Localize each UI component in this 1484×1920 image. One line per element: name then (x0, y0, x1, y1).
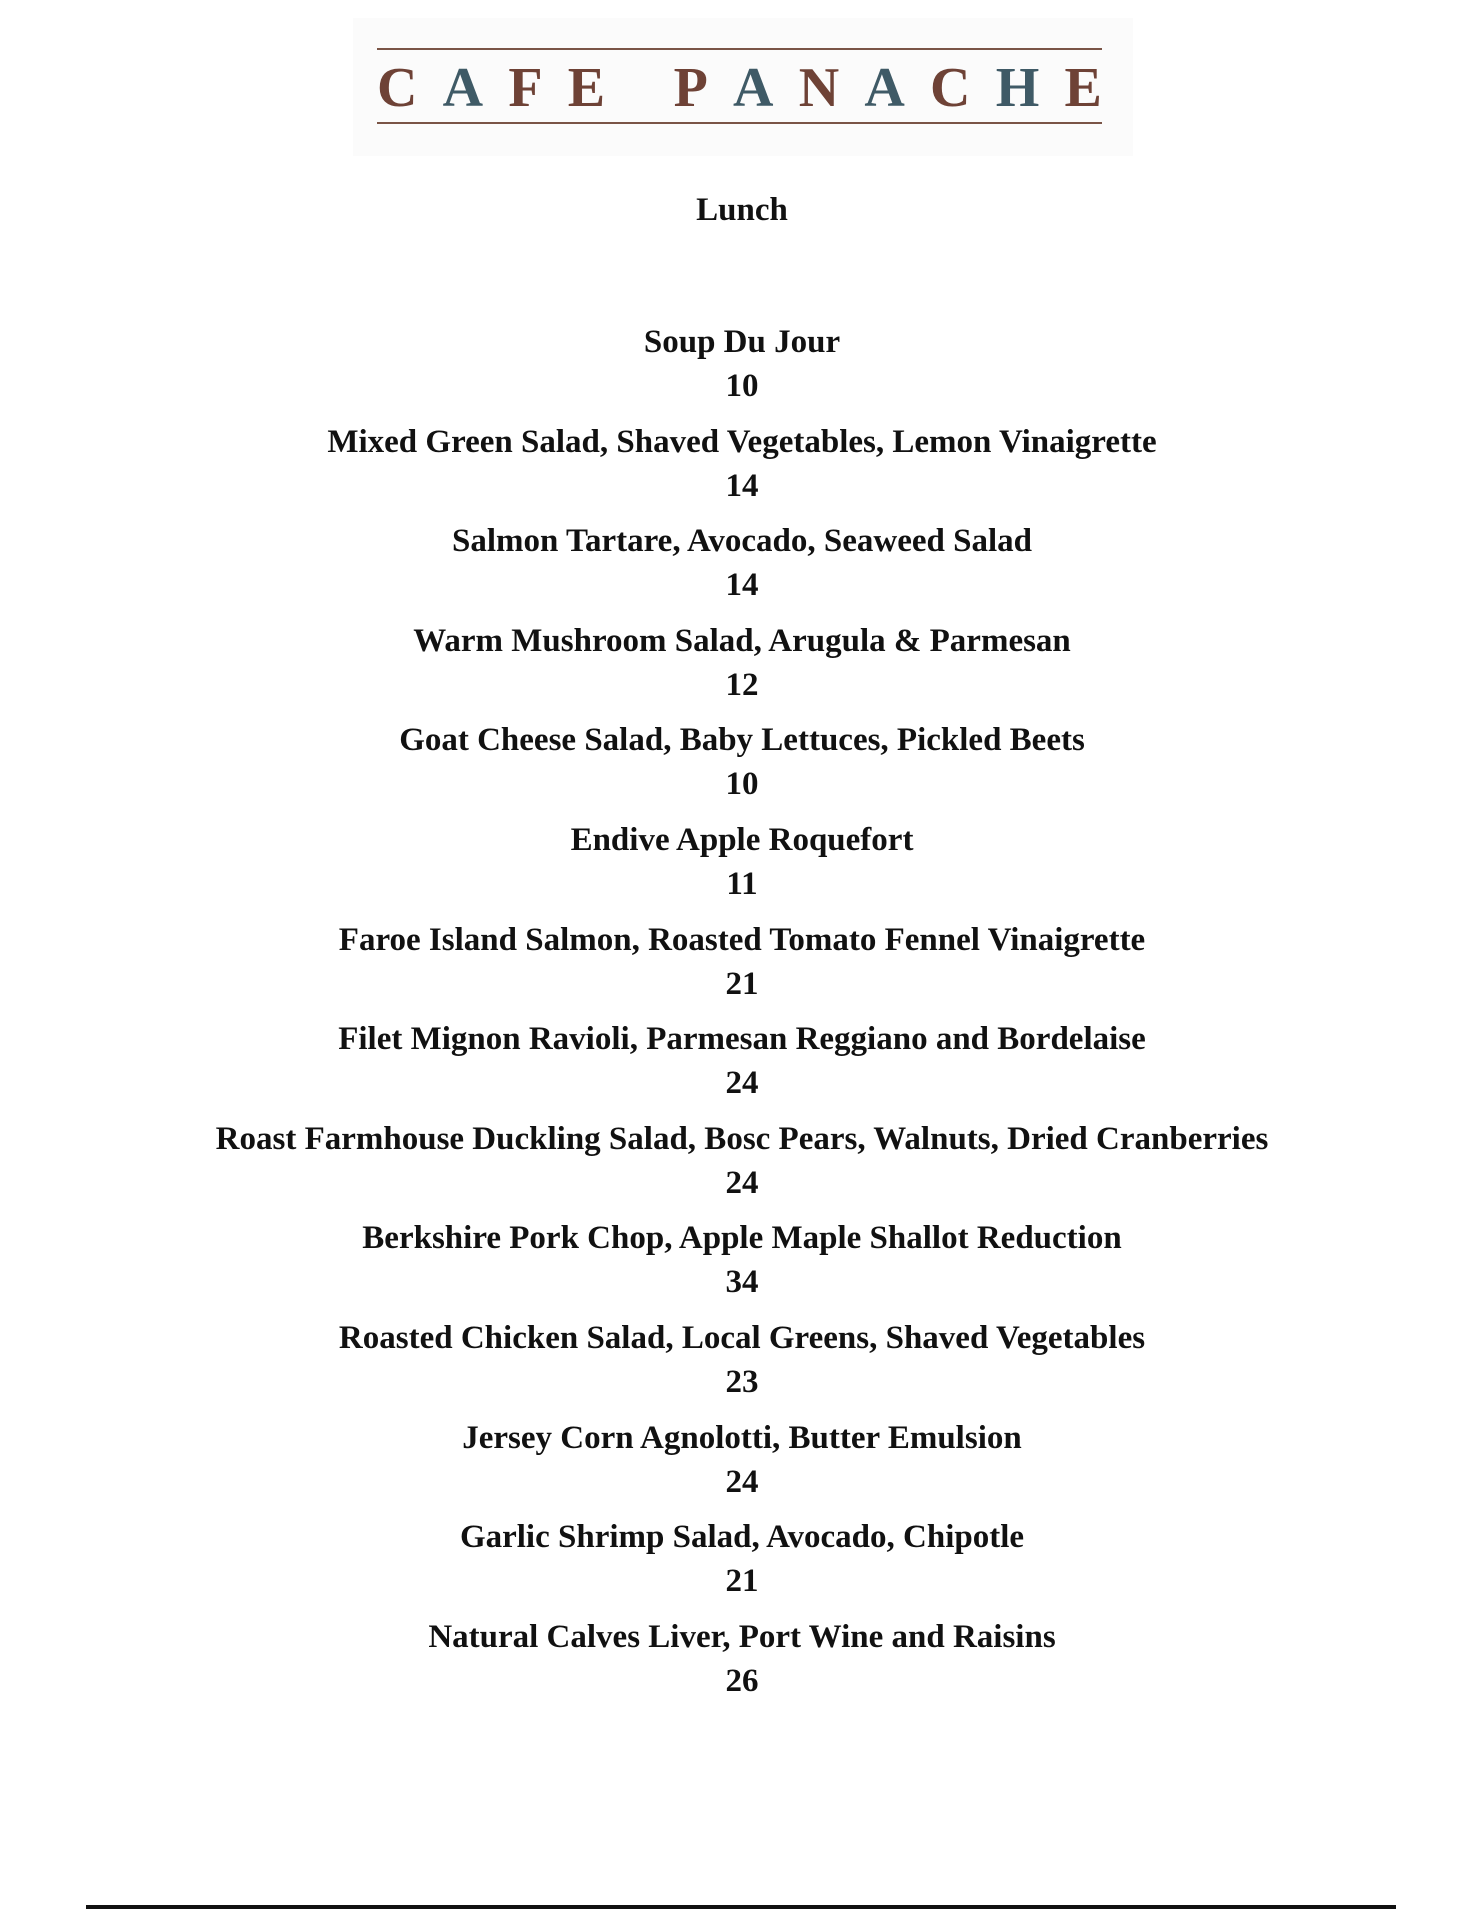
logo-letter: N (798, 57, 840, 119)
logo-letter: E (567, 57, 606, 119)
logo (353, 18, 1133, 156)
menu-item-price: 24 (725, 1164, 759, 1201)
menu-item (0, 818, 1484, 918)
logo-letter: A (442, 57, 484, 119)
menu-item-price: 24 (725, 1065, 759, 1102)
menu-item-name: Roast Farmhouse Duckling Salad, Bosc Pears, Walnuts, Dried Cranberries (215, 1120, 1269, 1157)
menu-item (0, 1017, 1484, 1117)
menu-item (0, 918, 1484, 1018)
menu-title: Lunch (696, 192, 788, 228)
menu-item-name: Roasted Chicken Salad, Local Greens, Shaved Vegetables (338, 1319, 1146, 1356)
menu-item-price: 23 (725, 1363, 759, 1400)
logo-letter: H (995, 57, 1040, 119)
menu-item-name: Filet Mignon Ravioli, Parmesan Reggiano and Bordelaise (338, 1021, 1146, 1058)
bottom-divider (86, 1905, 1396, 1909)
menu-item (0, 420, 1484, 520)
menu-item-price: 34 (725, 1264, 759, 1301)
menu-item (0, 1615, 1484, 1715)
menu-item (0, 1117, 1484, 1217)
logo-top-rule (377, 48, 1102, 50)
menu-item (0, 1216, 1484, 1316)
logo-letter: C (377, 57, 418, 119)
menu-item-name: Warm Mushroom Salad, Arugula & Parmesan (413, 622, 1071, 659)
menu-item (0, 320, 1484, 420)
menu-item-price: 21 (725, 1563, 759, 1600)
logo-letter: P (673, 57, 708, 119)
menu-item-name: Jersey Corn Agnolotti, Butter Emulsion (462, 1419, 1022, 1456)
logo-letter: F (508, 57, 543, 119)
logo-letter: C (930, 57, 971, 119)
menu-item (0, 1416, 1484, 1516)
menu-item-price: 24 (725, 1463, 759, 1500)
logo-letter: A (864, 57, 905, 119)
logo-bottom-rule (377, 122, 1102, 124)
logo-letter: E (1064, 57, 1102, 119)
menu-list (0, 320, 1484, 1714)
menu-item-price: 10 (725, 766, 759, 803)
menu-item-name: Faroe Island Salmon, Roasted Tomato Fennel Vinaigrette (338, 921, 1146, 958)
menu-item-name: Endive Apple Roquefort (570, 821, 914, 858)
menu-item-name: Soup Du Jour (643, 324, 841, 360)
menu-item-price: 14 (725, 567, 759, 604)
menu-item-price: 12 (725, 666, 759, 703)
menu-item-price: 21 (725, 965, 759, 1002)
menu-item-name: Mixed Green Salad, Shaved Vegetables, Lemon Vinaigrette (327, 423, 1157, 460)
menu-item-price: 11 (726, 865, 758, 902)
menu-item-price: 10 (725, 368, 759, 404)
menu-item-name: Goat Cheese Salad, Baby Lettuces, Pickled Beets (399, 722, 1085, 759)
menu-item (0, 619, 1484, 719)
logo-text (377, 58, 1102, 118)
menu-item-name: Natural Calves Liver, Port Wine and Raisins (428, 1618, 1056, 1655)
menu-item (0, 1515, 1484, 1615)
logo-letter: A (733, 57, 774, 119)
menu-item-name: Salmon Tartare, Avocado, Seaweed Salad (452, 523, 1032, 560)
menu-item (0, 519, 1484, 619)
menu-item (0, 1316, 1484, 1416)
menu-item-name: Berkshire Pork Chop, Apple Maple Shallot Reduction (362, 1220, 1122, 1257)
menu-item-price: 26 (725, 1662, 759, 1699)
menu-item-price: 14 (725, 467, 759, 504)
menu-item-name: Garlic Shrimp Salad, Avocado, Chipotle (459, 1519, 1025, 1556)
menu-item (0, 718, 1484, 818)
